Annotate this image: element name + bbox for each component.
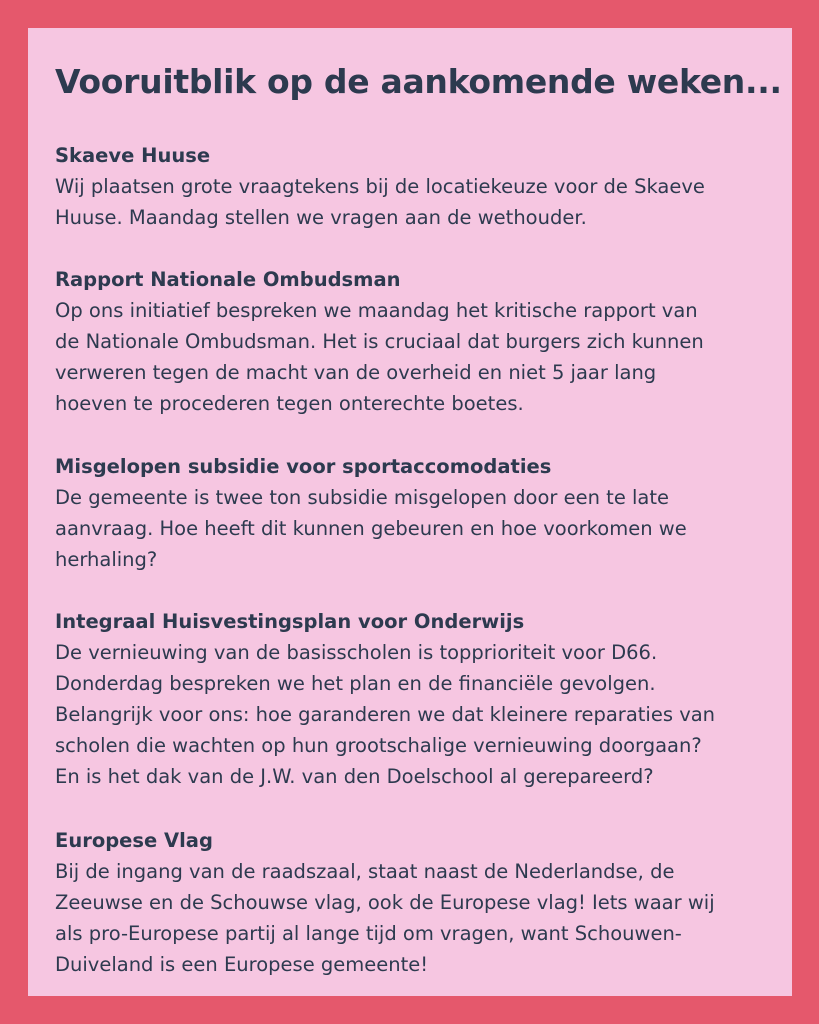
body-line: En is het dak van de J.W. van den Doelschool al gerepareerd? (55, 765, 654, 788)
body-line: Wij plaatsen grote vraagtekens bij de locatiekeuze voor de Skaeve (55, 175, 705, 198)
section-body (55, 637, 770, 792)
section-body (55, 856, 770, 980)
body-line: de Nationale Ombudsman. Het is cruciaal dat burgers zich kunnen (55, 330, 704, 353)
body-line: als pro-Europese partij al lange tijd om vragen, want Schouwen- (55, 922, 682, 945)
content-card (28, 28, 792, 996)
body-line: De gemeente is twee ton subsidie misgelopen door een te late (55, 486, 670, 509)
body-line: De vernieuwing van de basisscholen is topprioriteit voor D66. (55, 641, 658, 664)
section-heading: Integraal Huisvestingsplan voor Onderwijs (55, 610, 525, 633)
body-line: aanvraag. Hoe heeft dit kunnen gebeuren en hoe voorkomen we (55, 517, 687, 540)
body-line: hoeven te procederen tegen onterechte boetes. (55, 392, 524, 415)
section-huisvestingsplan (55, 606, 770, 792)
section-misgelopen-subsidie (55, 451, 770, 575)
body-line: Op ons initiatief bespreken we maandag het kritische rapport van (55, 299, 698, 322)
body-line: scholen die wachten op hun grootschalige vernieuwing doorgaan? (55, 734, 702, 757)
section-skaeve-huuse (55, 140, 770, 233)
body-line: herhaling? (55, 548, 158, 571)
section-body (55, 295, 770, 419)
section-heading: Europese Vlag (55, 829, 213, 852)
page-title: Vooruitblik op de aankomende weken... (55, 62, 782, 101)
section-heading: Rapport Nationale Ombudsman (55, 268, 401, 291)
section-heading: Misgelopen subsidie voor sportaccomodaties (55, 455, 552, 478)
section-rapport-ombudsman (55, 264, 770, 419)
section-heading: Skaeve Huuse (55, 144, 211, 167)
body-line: Donderdag bespreken we het plan en de financiële gevolgen. (55, 672, 656, 695)
section-body (55, 482, 770, 575)
body-line: Duiveland is een Europese gemeente! (55, 953, 429, 976)
section-europese-vlag (55, 825, 770, 980)
section-body (55, 171, 770, 233)
body-line: Huuse. Maandag stellen we vragen aan de wethouder. (55, 206, 587, 229)
body-line: Zeeuwse en de Schouwse vlag, ook de Europese vlag! Iets waar wij (55, 891, 715, 914)
body-line: verweren tegen de macht van de overheid en niet 5 jaar lang (55, 361, 657, 384)
body-line: Bij de ingang van de raadszaal, staat naast de Nederlandse, de (55, 860, 675, 883)
body-line: Belangrijk voor ons: hoe garanderen we dat kleinere reparaties van (55, 703, 716, 726)
